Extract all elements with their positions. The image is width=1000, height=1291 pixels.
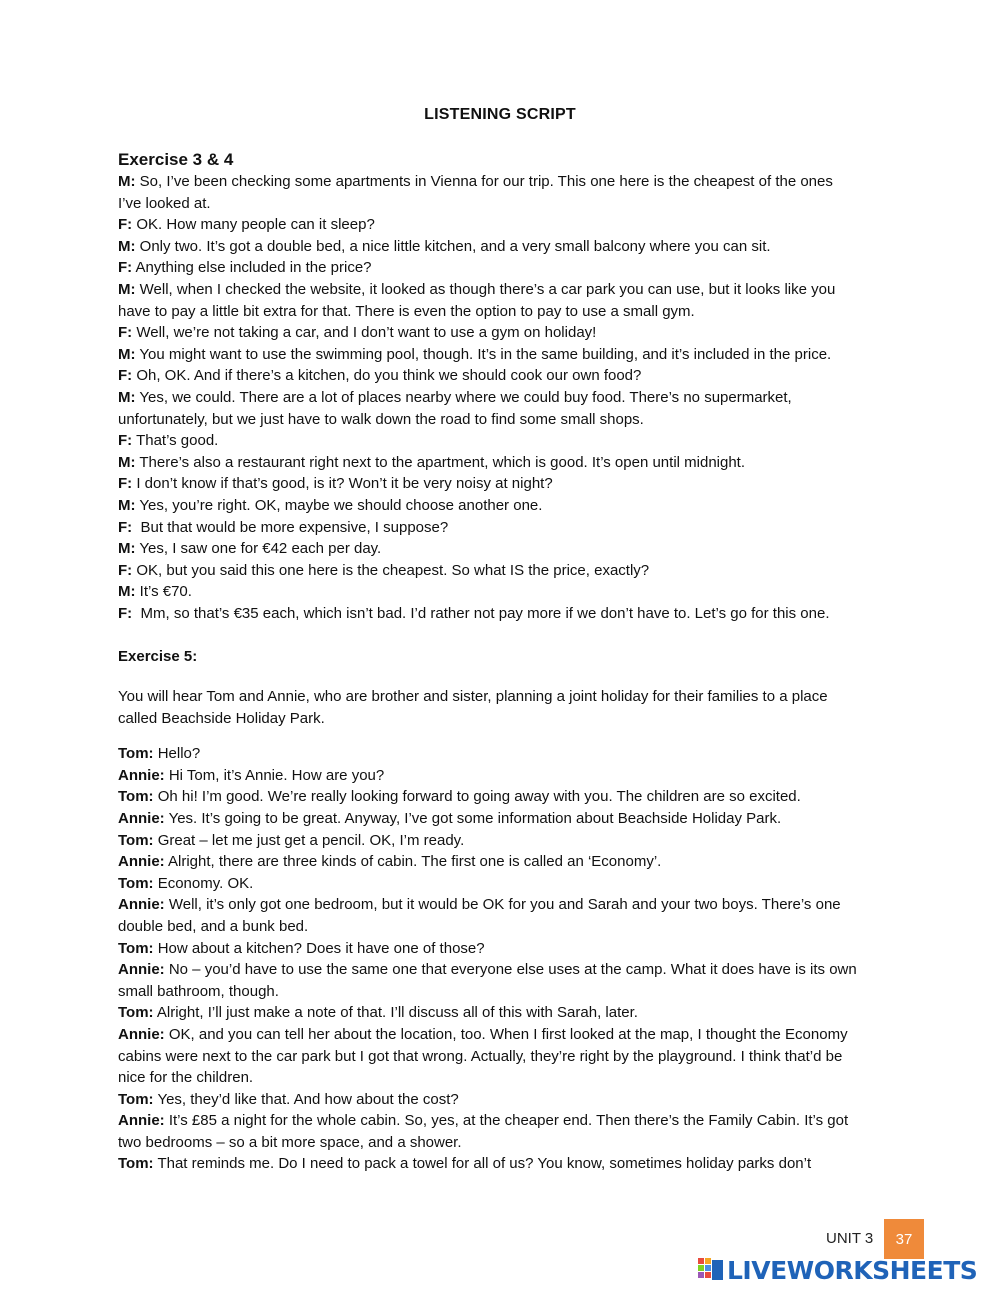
liveworksheets-logo-icon: [697, 1256, 725, 1284]
script-line: [118, 473, 930, 495]
script-line: [118, 214, 930, 236]
line-text: I don’t know if that’s good, is it? Won’t it be very noisy at night?: [132, 475, 553, 493]
script-line: [118, 1089, 930, 1111]
line-text: have to pay a little bit extra for that. There is even the option to pay to use a small gym.: [118, 302, 695, 320]
script-line: [118, 1046, 930, 1068]
exercise-3-4-script: [118, 171, 930, 624]
script-line: [118, 452, 930, 474]
exercise-5-heading: Exercise 5:: [118, 648, 198, 665]
script-line: [118, 365, 930, 387]
intro-line: You will hear Tom and Annie, who are brother and sister, planning a joint holiday for their families to a place: [118, 688, 828, 705]
speaker-label: F:: [118, 432, 133, 450]
speaker-label: F:: [118, 259, 133, 277]
line-text: No – you’d have to use the same one that everyone else uses at the camp. What it does have is its own: [164, 961, 857, 979]
line-text: There’s also a restaurant right next to the apartment, which is good. It’s open until midnight.: [135, 453, 746, 471]
line-text: Mm, so that’s €35 each, which isn’t bad. I’d rather not pay more if we don’t have to. Let’s go for this one.: [132, 604, 830, 622]
script-line: [118, 387, 930, 409]
line-text: Oh hi! I’m good. We’re really looking forward to going away with you. The children are so excited.: [153, 788, 801, 806]
speaker-label: M:: [118, 453, 136, 471]
line-text: double bed, and a bunk bed.: [118, 917, 309, 935]
brand-name: LIVEWORKSHEETS: [727, 1255, 978, 1285]
line-text: Anything else included in the price?: [132, 259, 372, 277]
script-line: [118, 430, 930, 452]
script-line: [118, 409, 930, 431]
line-text: OK, and you can tell her about the location, too. When I first looked at the map, I thought the Economy: [164, 1025, 848, 1043]
script-line: [118, 495, 930, 517]
speaker-label: Tom:: [118, 1004, 154, 1022]
script-line: [118, 322, 930, 344]
line-text: OK. How many people can it sleep?: [132, 216, 375, 234]
page-title: LISTENING SCRIPT: [424, 106, 576, 123]
line-text: How about a kitchen? Does it have one of those?: [153, 939, 485, 957]
script-line: [118, 581, 930, 603]
line-text: That’s good.: [132, 432, 219, 450]
line-text: unfortunately, but we just have to walk down the road to find some small shops.: [118, 410, 644, 428]
line-text: Well, when I checked the website, it looked as though there’s a car park you can use, but it looks like you: [135, 280, 836, 298]
exercise-3-4-section: [118, 149, 930, 624]
intro-line: called Beachside Holiday Park.: [118, 709, 325, 727]
script-line: [118, 1002, 930, 1024]
script-line: [118, 894, 930, 916]
script-line: [118, 344, 930, 366]
script-line: [118, 830, 930, 852]
script-line: [118, 560, 930, 582]
script-line: [118, 1153, 930, 1175]
script-line: [118, 981, 930, 1003]
line-text: two bedrooms – so a bit more space, and a shower.: [118, 1133, 462, 1151]
speaker-label: Tom:: [118, 831, 154, 849]
line-text: Economy. OK.: [153, 874, 254, 892]
speaker-label: Annie:: [118, 961, 165, 979]
script-line: [118, 786, 930, 808]
line-text: Great – let me just get a pencil. OK, I’m ready.: [153, 831, 465, 849]
speaker-label: Annie:: [118, 1025, 165, 1043]
speaker-label: M:: [118, 496, 136, 514]
speaker-label: F:: [118, 475, 133, 493]
speaker-label: Annie:: [118, 896, 165, 914]
exercise-5-intro: [118, 686, 930, 729]
script-line: [118, 938, 930, 960]
line-text: small bathroom, though.: [118, 982, 279, 1000]
speaker-label: Tom:: [118, 874, 154, 892]
line-text: Hello?: [153, 745, 201, 763]
unit-label: UNIT 3: [826, 1230, 874, 1247]
script-line: [118, 1024, 930, 1046]
script-line: [118, 171, 930, 193]
script-line: [118, 257, 930, 279]
script-line: [118, 236, 930, 258]
speaker-label: Annie:: [118, 766, 165, 784]
script-line: [118, 851, 930, 873]
line-text: Yes. It’s going to be great. Anyway, I’ve got some information about Beachside Holiday Park.: [164, 809, 782, 827]
script-line: [118, 538, 930, 560]
line-text: That reminds me. Do I need to pack a towel for all of us? You know, sometimes holiday parks don’t: [153, 1155, 812, 1173]
speaker-label: Annie:: [118, 853, 165, 871]
script-line: [118, 873, 930, 895]
line-text: Well, it’s only got one bedroom, but it would be OK for you and Sarah and your two boys. There’s one: [164, 896, 841, 914]
speaker-label: M:: [118, 540, 136, 558]
script-line: [118, 765, 930, 787]
line-text: So, I’ve been checking some apartments in Vienna for our trip. This one here is the cheapest of the ones: [135, 173, 833, 190]
speaker-label: M:: [118, 345, 136, 363]
line-text: You might want to use the swimming pool, though. It’s in the same building, and it’s included in the price.: [135, 345, 832, 363]
speaker-label: F:: [118, 216, 133, 234]
speaker-label: M:: [118, 388, 136, 406]
line-text: Yes, I saw one for €42 each per day.: [135, 540, 382, 558]
script-line: [118, 1110, 930, 1132]
line-text: OK, but you said this one here is the cheapest. So what IS the price, exactly?: [132, 561, 650, 579]
line-text: I’ve looked at.: [118, 194, 211, 212]
script-line: [118, 916, 930, 938]
speaker-label: M:: [118, 280, 136, 298]
script-line: [118, 959, 930, 981]
speaker-label: F:: [118, 518, 133, 536]
line-text: Well, we’re not taking a car, and I don’t want to use a gym on holiday!: [132, 324, 597, 342]
script-line: [118, 1132, 930, 1154]
line-text: Hi Tom, it’s Annie. How are you?: [164, 766, 385, 784]
speaker-label: Annie:: [118, 809, 165, 827]
line-text: Yes, they’d like that. And how about the cost?: [153, 1090, 459, 1108]
speaker-label: M:: [118, 173, 136, 190]
page-number-badge: 37: [884, 1219, 924, 1259]
speaker-label: Tom:: [118, 1090, 154, 1108]
speaker-label: M:: [118, 583, 136, 601]
speaker-label: Annie:: [118, 1112, 165, 1130]
speaker-label: Tom:: [118, 788, 154, 806]
line-text: Alright, I’ll just make a note of that. I’ll discuss all of this with Sarah, later.: [153, 1004, 638, 1022]
exercise-3-4-heading: Exercise 3 & 4: [118, 150, 234, 169]
line-text: Yes, we could. There are a lot of places nearby where we could buy food. There’s no supermarket,: [135, 388, 792, 406]
speaker-label: Tom:: [118, 939, 154, 957]
line-text: But that would be more expensive, I suppose?: [132, 518, 449, 536]
script-line: [118, 517, 930, 539]
speaker-label: F:: [118, 604, 133, 622]
speaker-label: F:: [118, 561, 133, 579]
line-text: Yes, you’re right. OK, maybe we should choose another one.: [135, 496, 543, 514]
liveworksheets-brand: [697, 1256, 977, 1284]
speaker-label: Tom:: [118, 1155, 154, 1173]
exercise-5-section: [118, 646, 930, 1175]
speaker-label: F:: [118, 367, 133, 385]
line-text: It’s €70.: [135, 583, 192, 601]
line-text: Oh, OK. And if there’s a kitchen, do you think we should cook our own food?: [132, 367, 642, 385]
script-line: [118, 603, 930, 625]
line-text: Alright, there are three kinds of cabin. The first one is called an ‘Economy’.: [164, 853, 662, 871]
script-line: [118, 301, 930, 323]
line-text: nice for the children.: [118, 1069, 254, 1087]
exercise-5-script: [118, 743, 930, 1175]
speaker-label: Tom:: [118, 745, 154, 763]
script-line: [118, 1067, 930, 1089]
script-line: [118, 193, 930, 215]
speaker-label: F:: [118, 324, 133, 342]
line-text: cabins were next to the car park but I got that wrong. Actually, they’re right by the playground. I think that’d be: [118, 1047, 843, 1065]
line-text: It’s £85 a night for the whole cabin. So, yes, at the cheaper end. Then there’s the Family Cabin. It’s got: [164, 1112, 849, 1130]
script-line: [118, 743, 930, 765]
line-text: Only two. It’s got a double bed, a nice little kitchen, and a very small balcony where you can sit.: [135, 237, 771, 255]
script-line: [118, 279, 930, 301]
script-line: [118, 808, 930, 830]
speaker-label: M:: [118, 237, 136, 255]
